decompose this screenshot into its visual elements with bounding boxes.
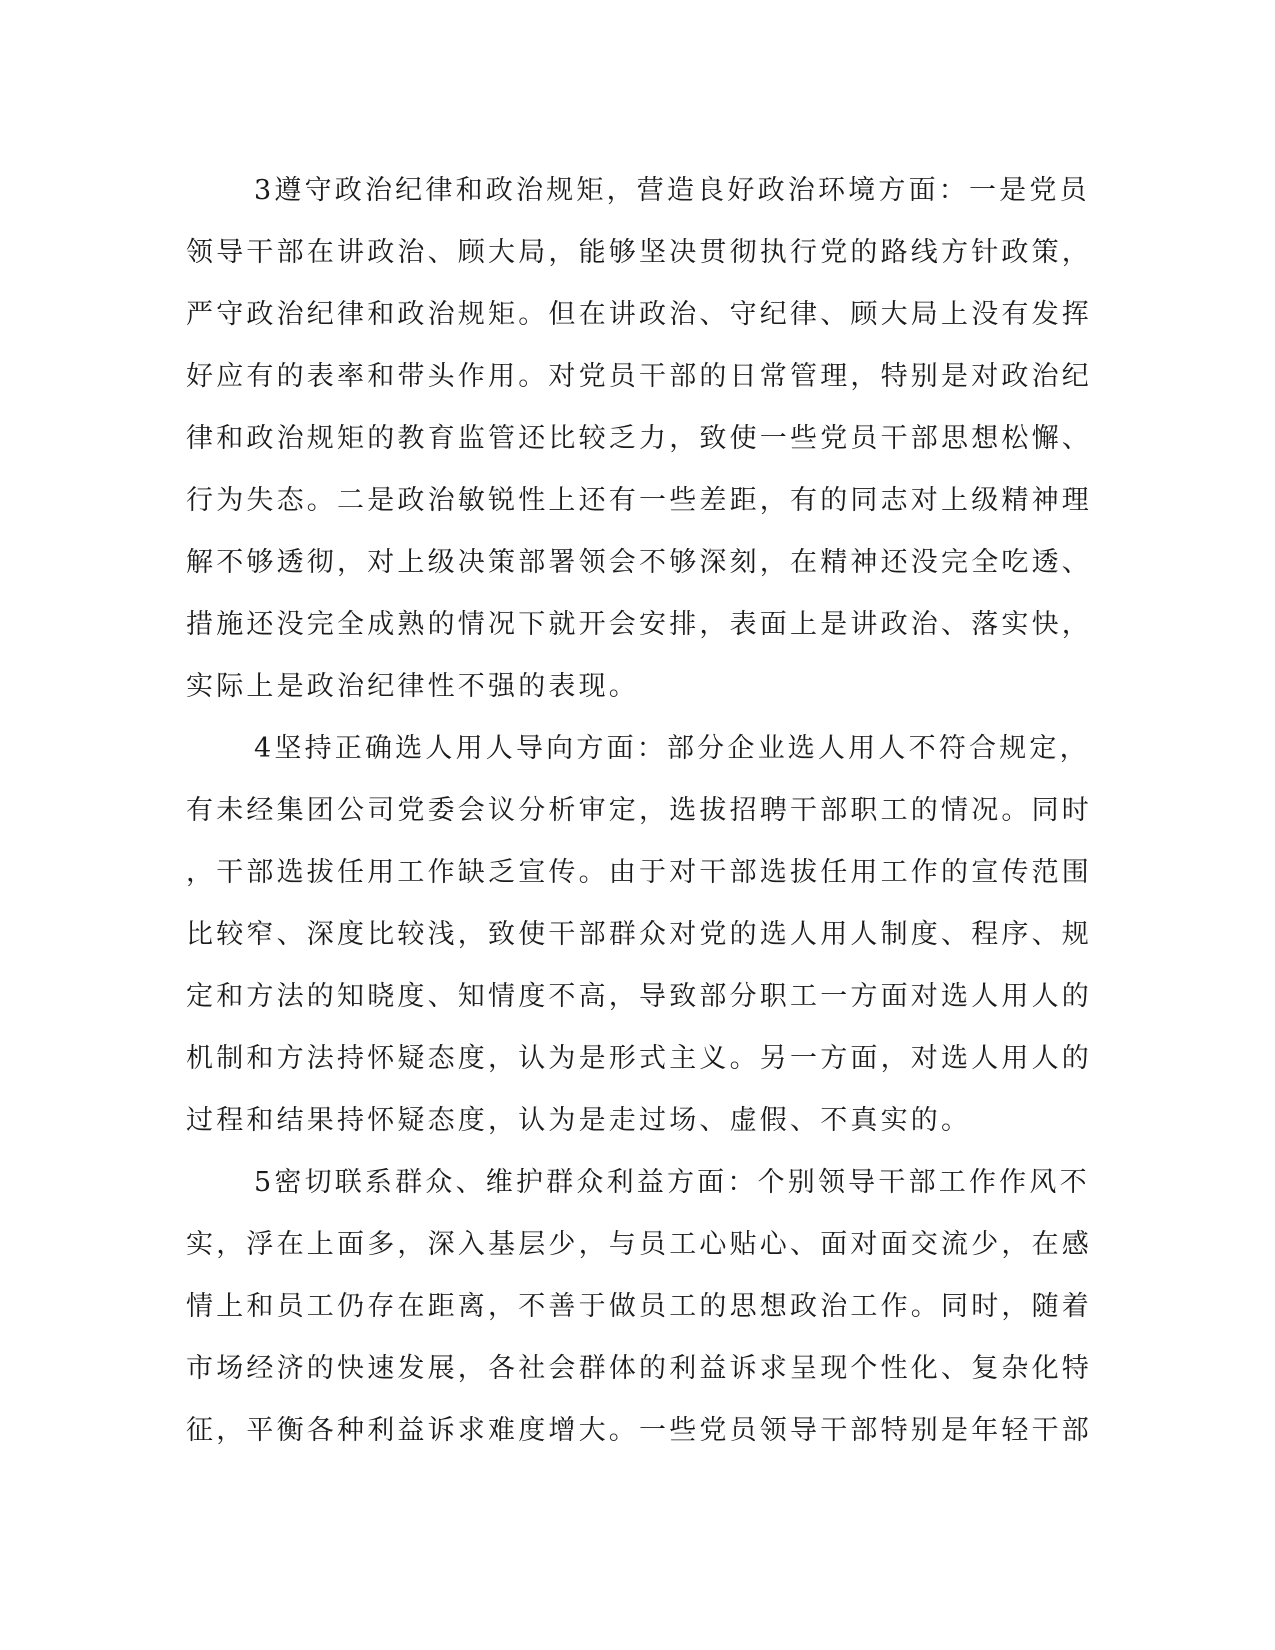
- text-line: 机制和方法持怀疑态度，认为是形式主义。另一方面，对选人用人的: [186, 1043, 1092, 1074]
- text-line: 3遵守政治纪律和政治规矩，营造良好政治环境方面：一是党员: [254, 175, 1090, 206]
- text-line: 实际上是政治纪律性不强的表现。: [186, 671, 639, 702]
- text-line: 严守政治纪律和政治规矩。但在讲政治、守纪律、顾大局上没有发挥: [186, 299, 1092, 330]
- text-line: 过程和结果持怀疑态度，认为是走过场、虚假、不真实的。: [186, 1105, 972, 1136]
- text-line: 领导干部在讲政治、顾大局，能够坚决贯彻执行党的路线方针政策，: [186, 237, 1092, 268]
- text-line: ，干部选拔任用工作缺乏宣传。由于对干部选拔任用工作的宣传范围: [186, 857, 1092, 888]
- text-line: 市场经济的快速发展，各社会群体的利益诉求呈现个性化、复杂化特: [186, 1353, 1092, 1384]
- text-line: 定和方法的知晓度、知情度不高，导致部分职工一方面对选人用人的: [186, 981, 1092, 1012]
- text-line: 5密切联系群众、维护群众利益方面：个别领导干部工作作风不: [254, 1167, 1090, 1198]
- text-line: 措施还没完全成熟的情况下就开会安排，表面上是讲政治、落实快，: [186, 609, 1092, 640]
- text-line: 征，平衡各种利益诉求难度增大。一些党员领导干部特别是年轻干部: [186, 1415, 1092, 1446]
- paragraph-5: [186, 1152, 1092, 1462]
- text-line: 律和政治规矩的教育监管还比较乏力，致使一些党员干部思想松懈、: [186, 423, 1092, 454]
- text-line: 比较窄、深度比较浅，致使干部群众对党的选人用人制度、程序、规: [186, 919, 1092, 950]
- text-line: 4坚持正确选人用人导向方面：部分企业选人用人不符合规定，: [254, 733, 1090, 764]
- text-line: 行为失态。二是政治敏锐性上还有一些差距，有的同志对上级精神理: [186, 485, 1092, 516]
- paragraph-3: [186, 160, 1092, 718]
- text-line: 好应有的表率和带头作用。对党员干部的日常管理，特别是对政治纪: [186, 361, 1092, 392]
- text-line: 解不够透彻，对上级决策部署领会不够深刻，在精神还没完全吃透、: [186, 547, 1092, 578]
- document-body: [186, 160, 1092, 1462]
- text-line: 情上和员工仍存在距离，不善于做员工的思想政治工作。同时，随着: [186, 1291, 1092, 1322]
- text-line: 实，浮在上面多，深入基层少，与员工心贴心、面对面交流少，在感: [186, 1229, 1092, 1260]
- text-line: 有未经集团公司党委会议分析审定，选拔招聘干部职工的情况。同时: [186, 795, 1092, 826]
- paragraph-4: [186, 718, 1092, 1152]
